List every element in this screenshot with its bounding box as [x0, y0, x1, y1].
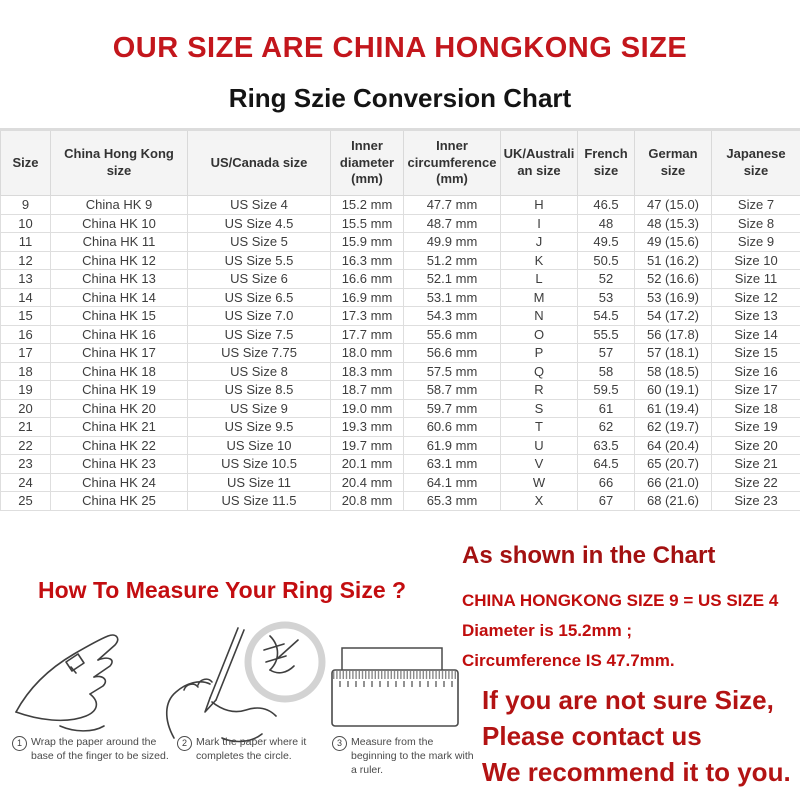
table-cell: US Size 8 — [188, 362, 331, 381]
table-cell: 64.5 — [578, 455, 635, 474]
table-header-row — [1, 130, 800, 196]
table-cell: 50.5 — [578, 251, 635, 270]
table-header-cell: Inner diameter (mm) — [331, 130, 404, 196]
table-cell: 56.6 mm — [404, 344, 501, 363]
table-cell: US Size 7.75 — [188, 344, 331, 363]
table-cell: 63.1 mm — [404, 455, 501, 474]
table-row — [1, 362, 800, 381]
table-header-cell: Size — [1, 130, 51, 196]
table-cell: U — [501, 436, 578, 455]
table-cell: China HK 19 — [51, 381, 188, 400]
table-cell: 53 — [578, 288, 635, 307]
table-header-cell: German size — [635, 130, 712, 196]
table-cell: China HK 25 — [51, 492, 188, 511]
mark-paper-illustration — [152, 606, 332, 748]
table-cell: 17.3 mm — [331, 307, 404, 326]
table-cell: US Size 11.5 — [188, 492, 331, 511]
table-cell: 58 (18.5) — [635, 362, 712, 381]
measure-heading: How To Measure Your Ring Size ? — [38, 577, 407, 603]
table-cell: China HK 12 — [51, 251, 188, 270]
table-cell: China HK 24 — [51, 473, 188, 492]
table-row — [1, 436, 800, 455]
table-cell: 15.2 mm — [331, 196, 404, 215]
table-cell: 61 (19.4) — [635, 399, 712, 418]
table-row — [1, 214, 800, 233]
table-cell: US Size 6.5 — [188, 288, 331, 307]
table-cell: 19.7 mm — [331, 436, 404, 455]
table-cell: 20 — [1, 399, 51, 418]
table-cell: Size 17 — [712, 381, 800, 400]
table-cell: Size 14 — [712, 325, 800, 344]
table-cell: 12 — [1, 251, 51, 270]
table-row — [1, 381, 800, 400]
table-cell: R — [501, 381, 578, 400]
table-cell: Size 7 — [712, 196, 800, 215]
table-cell: 52.1 mm — [404, 270, 501, 289]
table-header-cell: French size — [578, 130, 635, 196]
table-cell: China HK 18 — [51, 362, 188, 381]
table-cell: 65.3 mm — [404, 492, 501, 511]
contact-lines — [482, 682, 800, 790]
table-cell: 16.3 mm — [331, 251, 404, 270]
table-row — [1, 344, 800, 363]
table-cell: 52 (16.6) — [635, 270, 712, 289]
table-cell: China HK 14 — [51, 288, 188, 307]
table-cell: L — [501, 270, 578, 289]
table-cell: China HK 17 — [51, 344, 188, 363]
table-row — [1, 251, 800, 270]
table-cell: US Size 10 — [188, 436, 331, 455]
table-cell: US Size 5.5 — [188, 251, 331, 270]
table-row — [1, 492, 800, 511]
table-cell: Size 20 — [712, 436, 800, 455]
table-cell: 20.1 mm — [331, 455, 404, 474]
hand-icon — [8, 616, 153, 738]
table-cell: China HK 20 — [51, 399, 188, 418]
table-cell: 61 — [578, 399, 635, 418]
table-cell: 54.5 — [578, 307, 635, 326]
table-header-cell: US/Canada size — [188, 130, 331, 196]
table-cell: 60.6 mm — [404, 418, 501, 437]
contact-line: If you are not sure Size, — [482, 685, 774, 715]
table-cell: 47 (15.0) — [635, 196, 712, 215]
table-cell: 49.9 mm — [404, 233, 501, 252]
table-cell: 66 — [578, 473, 635, 492]
table-cell: P — [501, 344, 578, 363]
table-cell: O — [501, 325, 578, 344]
table-header-cell: Inner circumference (mm) — [404, 130, 501, 196]
table-cell: 59.7 mm — [404, 399, 501, 418]
table-cell: Size 12 — [712, 288, 800, 307]
measure-step — [12, 735, 172, 778]
table-cell: T — [501, 418, 578, 437]
table-cell: 23 — [1, 455, 51, 474]
table-cell: Size 10 — [712, 251, 800, 270]
table-cell: 18.7 mm — [331, 381, 404, 400]
table-cell: 57 (18.1) — [635, 344, 712, 363]
table-cell: 21 — [1, 418, 51, 437]
table-cell: China HK 23 — [51, 455, 188, 474]
ruler-illustration — [328, 640, 463, 735]
sub-title: Ring Szie Conversion Chart — [228, 83, 572, 113]
table-cell: 48 — [578, 214, 635, 233]
table-row — [1, 288, 800, 307]
table-row — [1, 455, 800, 474]
table-cell: 49 (15.6) — [635, 233, 712, 252]
table-cell: 54 (17.2) — [635, 307, 712, 326]
table-row — [1, 233, 800, 252]
table-cell: Size 21 — [712, 455, 800, 474]
table-cell: US Size 6 — [188, 270, 331, 289]
table-cell: US Size 9 — [188, 399, 331, 418]
measure-steps — [12, 735, 478, 778]
table-cell: Size 8 — [712, 214, 800, 233]
table-cell: China HK 16 — [51, 325, 188, 344]
table-cell: 58.7 mm — [404, 381, 501, 400]
ring-size-conversion-table — [0, 128, 800, 511]
table-cell: 20.4 mm — [331, 473, 404, 492]
table-cell: US Size 9.5 — [188, 418, 331, 437]
table-cell: 67 — [578, 492, 635, 511]
ruler-icon — [328, 640, 463, 735]
table-cell: Size 18 — [712, 399, 800, 418]
table-cell: China HK 10 — [51, 214, 188, 233]
table-cell: Size 13 — [712, 307, 800, 326]
pen-marking-icon — [152, 606, 332, 748]
step-caption: Mark the paper where it completes the circle. — [196, 736, 307, 763]
table-cell: 62 — [578, 418, 635, 437]
table-cell: China HK 15 — [51, 307, 188, 326]
table-cell: 22 — [1, 436, 51, 455]
table-cell: 19.3 mm — [331, 418, 404, 437]
table-cell: 57 — [578, 344, 635, 363]
note-line: CHINA HONGKONG SIZE 9 = US SIZE 4 — [462, 591, 779, 610]
table-cell: 19 — [1, 381, 51, 400]
table-cell: Size 16 — [712, 362, 800, 381]
table-row — [1, 399, 800, 418]
table-cell: 16.6 mm — [331, 270, 404, 289]
note-line: Circumference IS 47.7mm. — [462, 651, 675, 670]
table-row — [1, 196, 800, 215]
table-cell: V — [501, 455, 578, 474]
table-cell: K — [501, 251, 578, 270]
table-cell: China HK 11 — [51, 233, 188, 252]
table-cell: 59.5 — [578, 381, 635, 400]
table-cell: 64 (20.4) — [635, 436, 712, 455]
table-cell: 13 — [1, 270, 51, 289]
table-cell: 25 — [1, 492, 51, 511]
contact-line: We recommend it to you. — [482, 757, 791, 787]
table-cell: 46.5 — [578, 196, 635, 215]
table-cell: 18.0 mm — [331, 344, 404, 363]
step-number-icon: 1 — [12, 736, 27, 751]
table-cell: H — [501, 196, 578, 215]
table-row — [1, 307, 800, 326]
table-cell: China HK 13 — [51, 270, 188, 289]
table-row — [1, 418, 800, 437]
table-cell: US Size 10.5 — [188, 455, 331, 474]
table-cell: Size 23 — [712, 492, 800, 511]
table-cell: J — [501, 233, 578, 252]
table-cell: 24 — [1, 473, 51, 492]
table-cell: Size 9 — [712, 233, 800, 252]
table-cell: 17.7 mm — [331, 325, 404, 344]
table-cell: 49.5 — [578, 233, 635, 252]
table-cell: 47.7 mm — [404, 196, 501, 215]
table-cell: 51 (16.2) — [635, 251, 712, 270]
table-cell: 53 (16.9) — [635, 288, 712, 307]
table-cell: 63.5 — [578, 436, 635, 455]
table-cell: US Size 7.5 — [188, 325, 331, 344]
table-header-cell: UK/Australian size — [501, 130, 578, 196]
table-cell: Size 22 — [712, 473, 800, 492]
table-cell: Size 11 — [712, 270, 800, 289]
main-title: OUR SIZE ARE CHINA HONGKONG SIZE — [112, 32, 688, 64]
table-cell: 58 — [578, 362, 635, 381]
measure-step — [332, 735, 478, 778]
note-heading: As shown in the Chart — [462, 542, 716, 569]
table-cell: 57.5 mm — [404, 362, 501, 381]
table-cell: 55.5 — [578, 325, 635, 344]
step-caption: Measure from the beginning to the mark with a ruler. — [351, 736, 474, 777]
table-cell: 52 — [578, 270, 635, 289]
table-cell: 56 (17.8) — [635, 325, 712, 344]
table-cell: 19.0 mm — [331, 399, 404, 418]
table-cell: 20.8 mm — [331, 492, 404, 511]
table-cell: M — [501, 288, 578, 307]
table-cell: China HK 22 — [51, 436, 188, 455]
table-cell: W — [501, 473, 578, 492]
table-cell: China HK 9 — [51, 196, 188, 215]
table-cell: 14 — [1, 288, 51, 307]
table-cell: N — [501, 307, 578, 326]
table-cell: 66 (21.0) — [635, 473, 712, 492]
table-cell: Q — [501, 362, 578, 381]
step-caption: Wrap the paper around the base of the finger to be sized. — [31, 736, 169, 763]
measure-step — [177, 735, 327, 778]
table-cell: 64.1 mm — [404, 473, 501, 492]
contact-line: Please contact us — [482, 721, 702, 751]
table-row — [1, 473, 800, 492]
table-cell: China HK 21 — [51, 418, 188, 437]
note-lines — [462, 586, 797, 676]
table-cell: 68 (21.6) — [635, 492, 712, 511]
table-cell: 10 — [1, 214, 51, 233]
table-cell: S — [501, 399, 578, 418]
table-cell: 16 — [1, 325, 51, 344]
table-cell: I — [501, 214, 578, 233]
table-header-cell: Japanese size — [712, 130, 800, 196]
table-row — [1, 270, 800, 289]
note-line: Diameter is 15.2mm ; — [462, 621, 633, 640]
table-cell: 15 — [1, 307, 51, 326]
table-cell: 11 — [1, 233, 51, 252]
table-cell: 17 — [1, 344, 51, 363]
table-cell: 60 (19.1) — [635, 381, 712, 400]
table-cell: US Size 11 — [188, 473, 331, 492]
table-cell: 48 (15.3) — [635, 214, 712, 233]
table-cell: 15.9 mm — [331, 233, 404, 252]
table-row — [1, 325, 800, 344]
table-cell: 51.2 mm — [404, 251, 501, 270]
table-cell: 9 — [1, 196, 51, 215]
step-number-icon: 2 — [177, 736, 192, 751]
table-cell: 48.7 mm — [404, 214, 501, 233]
hand-paper-illustration — [8, 616, 153, 738]
table-cell: 18 — [1, 362, 51, 381]
table-cell: 53.1 mm — [404, 288, 501, 307]
table-cell: 54.3 mm — [404, 307, 501, 326]
step-number-icon: 3 — [332, 736, 347, 751]
table-cell: 61.9 mm — [404, 436, 501, 455]
table-cell: 16.9 mm — [331, 288, 404, 307]
table-cell: 62 (19.7) — [635, 418, 712, 437]
table-cell: US Size 5 — [188, 233, 331, 252]
table-cell: 65 (20.7) — [635, 455, 712, 474]
table-cell: 15.5 mm — [331, 214, 404, 233]
table-header-cell: China Hong Kong size — [51, 130, 188, 196]
table-cell: Size 15 — [712, 344, 800, 363]
table-cell: X — [501, 492, 578, 511]
table-cell: US Size 4.5 — [188, 214, 331, 233]
table-cell: 18.3 mm — [331, 362, 404, 381]
table-cell: Size 19 — [712, 418, 800, 437]
table-cell: 55.6 mm — [404, 325, 501, 344]
table-cell: US Size 8.5 — [188, 381, 331, 400]
table-cell: US Size 7.0 — [188, 307, 331, 326]
table-cell: US Size 4 — [188, 196, 331, 215]
table-body — [1, 196, 800, 511]
